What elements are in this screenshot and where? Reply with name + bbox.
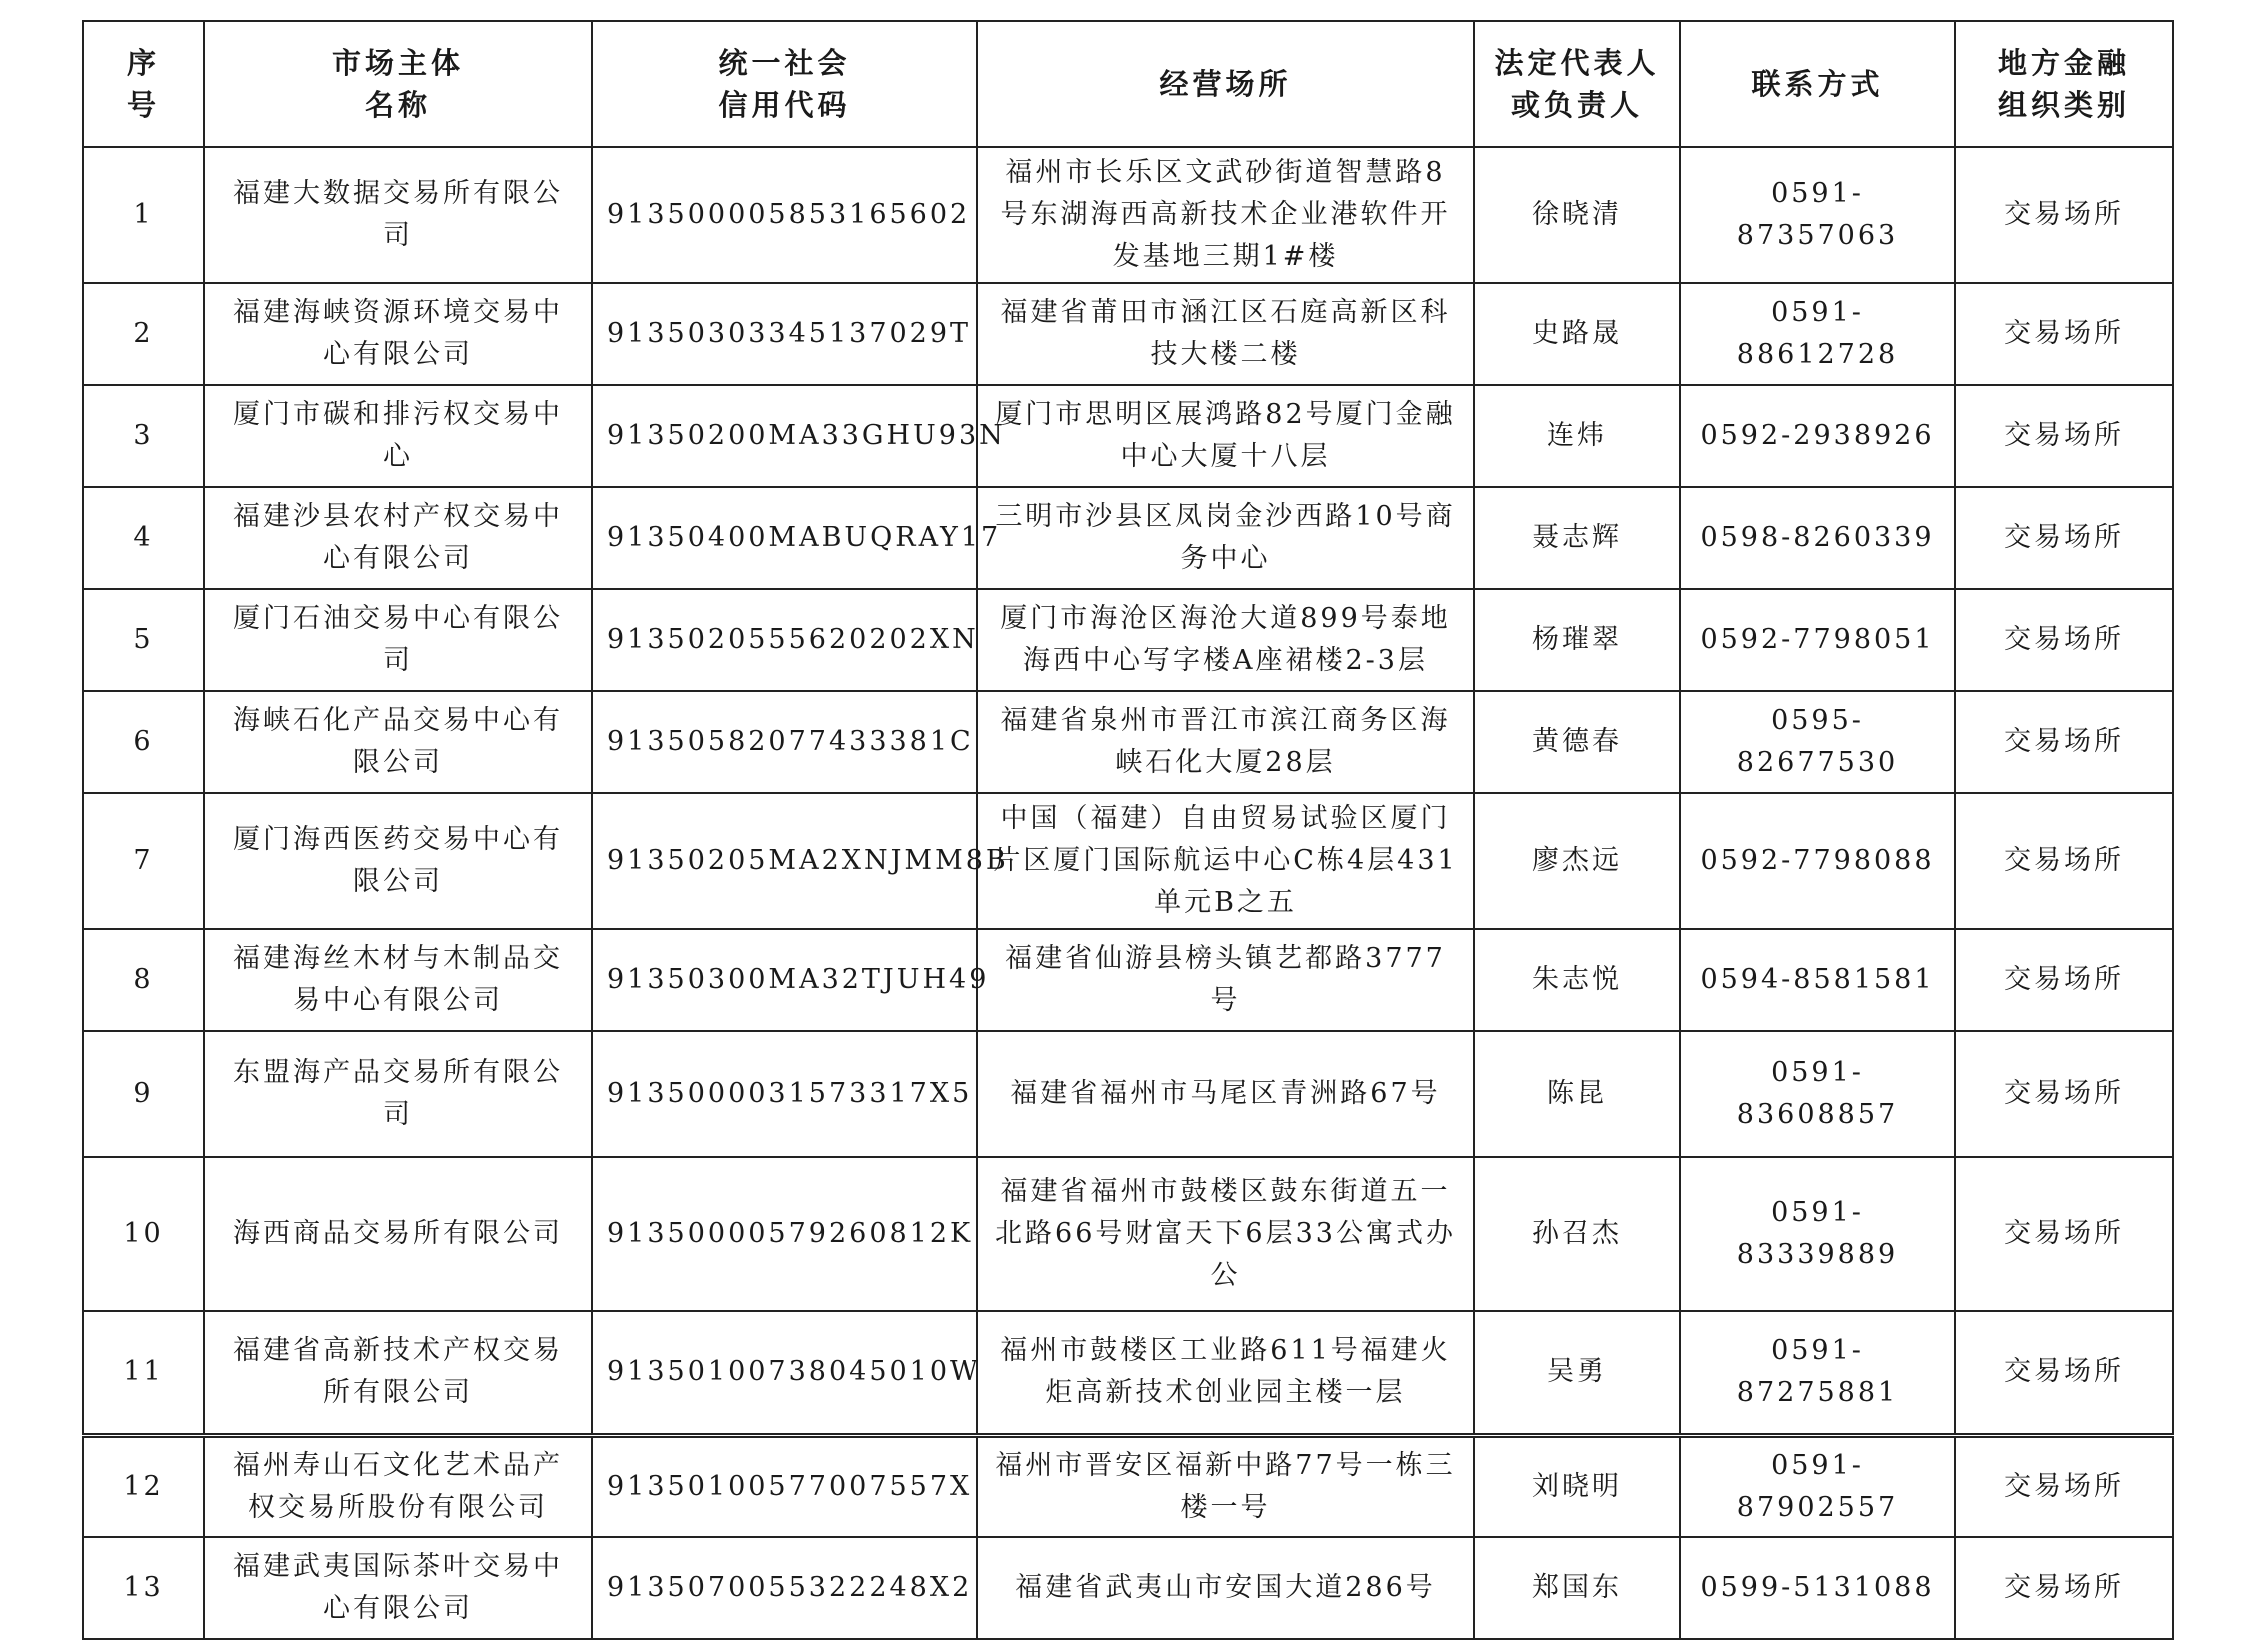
row-category: 交易场所: [1955, 589, 2173, 691]
row-entity-name: 厦门海西医药交易中心有限公司: [204, 793, 592, 929]
row-credit-code: 9135070055322248X2: [592, 1537, 977, 1639]
row-contact: 0592-7798088: [1680, 793, 1955, 929]
row-credit-code: 91350582077433381C: [592, 691, 977, 793]
row-category: 交易场所: [1955, 1157, 2173, 1311]
trading-venues-table: [82, 20, 2174, 1640]
row-category: 交易场所: [1955, 1435, 2173, 1537]
row-contact: 0594-8581581: [1680, 929, 1955, 1031]
row-category: 交易场所: [1955, 691, 2173, 793]
row-address: 厦门市海沧区海沧大道899号泰地海西中心写字楼A座裙楼2-3层: [977, 589, 1474, 691]
row-representative: 史路晟: [1474, 283, 1680, 385]
row-category: 交易场所: [1955, 1311, 2173, 1435]
row-entity-name: 海峡石化产品交易中心有限公司: [204, 691, 592, 793]
header-row: [83, 21, 2173, 147]
row-contact: 0595-82677530: [1680, 691, 1955, 793]
table-row: [83, 283, 2173, 385]
table-row: [83, 1031, 2173, 1157]
row-address: 福建省泉州市晋江市滨江商务区海峡石化大厦28层: [977, 691, 1474, 793]
row-representative: 吴勇: [1474, 1311, 1680, 1435]
row-seq: 7: [83, 793, 204, 929]
table-row: [83, 147, 2173, 283]
row-representative: 黄德春: [1474, 691, 1680, 793]
table-row: [83, 691, 2173, 793]
row-seq: 12: [83, 1435, 204, 1537]
row-credit-code: 9135000031573317X5: [592, 1031, 977, 1157]
table-row: [83, 1157, 2173, 1311]
row-category: 交易场所: [1955, 487, 2173, 589]
row-seq: 3: [83, 385, 204, 487]
row-seq: 5: [83, 589, 204, 691]
row-seq: 2: [83, 283, 204, 385]
table-row: [83, 385, 2173, 487]
row-credit-code: 913500005853165602: [592, 147, 977, 283]
row-category: 交易场所: [1955, 793, 2173, 929]
row-category: 交易场所: [1955, 385, 2173, 487]
header-representative: 法定代表人 或负责人: [1474, 21, 1680, 147]
row-entity-name: 海西商品交易所有限公司: [204, 1157, 592, 1311]
row-representative: 连炜: [1474, 385, 1680, 487]
header-contact: 联系方式: [1680, 21, 1955, 147]
row-contact: 0599-5131088: [1680, 1537, 1955, 1639]
row-contact: 0598-8260339: [1680, 487, 1955, 589]
table-row: [83, 1311, 2173, 1435]
row-entity-name: 厦门石油交易中心有限公司: [204, 589, 592, 691]
row-contact: 0591-87357063: [1680, 147, 1955, 283]
row-entity-name: 福建武夷国际茶叶交易中心有限公司: [204, 1537, 592, 1639]
row-entity-name: 东盟海产品交易所有限公司: [204, 1031, 592, 1157]
table-row: [83, 487, 2173, 589]
row-entity-name: 福州寿山石文化艺术品产权交易所股份有限公司: [204, 1435, 592, 1537]
row-contact: 0592-2938926: [1680, 385, 1955, 487]
header-seq: 序 号: [83, 21, 204, 147]
table-body: [83, 147, 2173, 1639]
table-row: [83, 1435, 2173, 1537]
table-row: [83, 929, 2173, 1031]
row-contact: 0591-83339889: [1680, 1157, 1955, 1311]
row-representative: 朱志悦: [1474, 929, 1680, 1031]
row-seq: 11: [83, 1311, 204, 1435]
row-representative: 郑国东: [1474, 1537, 1680, 1639]
row-credit-code: 91350303345137029T: [592, 283, 977, 385]
row-seq: 13: [83, 1537, 204, 1639]
row-contact: 0591-87902557: [1680, 1435, 1955, 1537]
row-representative: 孙召杰: [1474, 1157, 1680, 1311]
row-address: 厦门市思明区展鸿路82号厦门金融中心大厦十八层: [977, 385, 1474, 487]
row-contact: 0591-88612728: [1680, 283, 1955, 385]
row-address: 福州市鼓楼区工业路611号福建火炬高新技术创业园主楼一层: [977, 1311, 1474, 1435]
row-seq: 9: [83, 1031, 204, 1157]
row-representative: 陈昆: [1474, 1031, 1680, 1157]
row-category: 交易场所: [1955, 283, 2173, 385]
row-contact: 0591-83608857: [1680, 1031, 1955, 1157]
table-row: [83, 1537, 2173, 1639]
row-representative: 廖杰远: [1474, 793, 1680, 929]
row-category: 交易场所: [1955, 1031, 2173, 1157]
table-row: [83, 793, 2173, 929]
row-seq: 4: [83, 487, 204, 589]
row-category: 交易场所: [1955, 1537, 2173, 1639]
row-credit-code: 91350205MA2XNJMM8B: [592, 793, 977, 929]
row-entity-name: 福建省高新技术产权交易所有限公司: [204, 1311, 592, 1435]
row-address: 福建省武夷山市安国大道286号: [977, 1537, 1474, 1639]
table-row: [83, 589, 2173, 691]
row-entity-name: 福建大数据交易所有限公司: [204, 147, 592, 283]
row-address: 三明市沙县区凤岗金沙西路10号商务中心: [977, 487, 1474, 589]
row-credit-code: 9135020555620202XN: [592, 589, 977, 691]
row-credit-code: 91350100738045010W: [592, 1311, 977, 1435]
row-entity-name: 福建海丝木材与木制品交易中心有限公司: [204, 929, 592, 1031]
header-category: 地方金融 组织类别: [1955, 21, 2173, 147]
header-name: 市场主体 名称: [204, 21, 592, 147]
row-credit-code: 91350100577007557X: [592, 1435, 977, 1537]
row-category: 交易场所: [1955, 929, 2173, 1031]
row-seq: 6: [83, 691, 204, 793]
row-representative: 聂志辉: [1474, 487, 1680, 589]
header-address: 经营场所: [977, 21, 1474, 147]
header-credit-code: 统一社会 信用代码: [592, 21, 977, 147]
row-credit-code: 91350400MABUQRAY17: [592, 487, 977, 589]
row-representative: 徐晓清: [1474, 147, 1680, 283]
row-entity-name: 福建海峡资源环境交易中心有限公司: [204, 283, 592, 385]
row-address: 中国（福建）自由贸易试验区厦门片区厦门国际航运中心C栋4层431单元B之五: [977, 793, 1474, 929]
row-representative: 刘晓明: [1474, 1435, 1680, 1537]
row-address: 福建省莆田市涵江区石庭高新区科技大楼二楼: [977, 283, 1474, 385]
row-address: 福建省仙游县榜头镇艺都路3777号: [977, 929, 1474, 1031]
row-contact: 0591-87275881: [1680, 1311, 1955, 1435]
row-seq: 10: [83, 1157, 204, 1311]
row-category: 交易场所: [1955, 147, 2173, 283]
row-credit-code: 91350300MA32TJUH49: [592, 929, 977, 1031]
row-seq: 8: [83, 929, 204, 1031]
row-credit-code: 91350200MA33GHU93N: [592, 385, 977, 487]
row-entity-name: 福建沙县农村产权交易中心有限公司: [204, 487, 592, 589]
row-address: 福建省福州市马尾区青洲路67号: [977, 1031, 1474, 1157]
row-contact: 0592-7798051: [1680, 589, 1955, 691]
row-entity-name: 厦门市碳和排污权交易中心: [204, 385, 592, 487]
register-sheet: [82, 20, 2172, 1640]
row-representative: 杨璀翠: [1474, 589, 1680, 691]
row-address: 福州市长乐区文武砂街道智慧路8号东湖海西高新技术企业港软件开发基地三期1#楼: [977, 147, 1474, 283]
row-address: 福州市晋安区福新中路77号一栋三楼一号: [977, 1435, 1474, 1537]
row-address: 福建省福州市鼓楼区鼓东街道五一北路66号财富天下6层33公寓式办公: [977, 1157, 1474, 1311]
row-credit-code: 91350000579260812K: [592, 1157, 977, 1311]
row-seq: 1: [83, 147, 204, 283]
